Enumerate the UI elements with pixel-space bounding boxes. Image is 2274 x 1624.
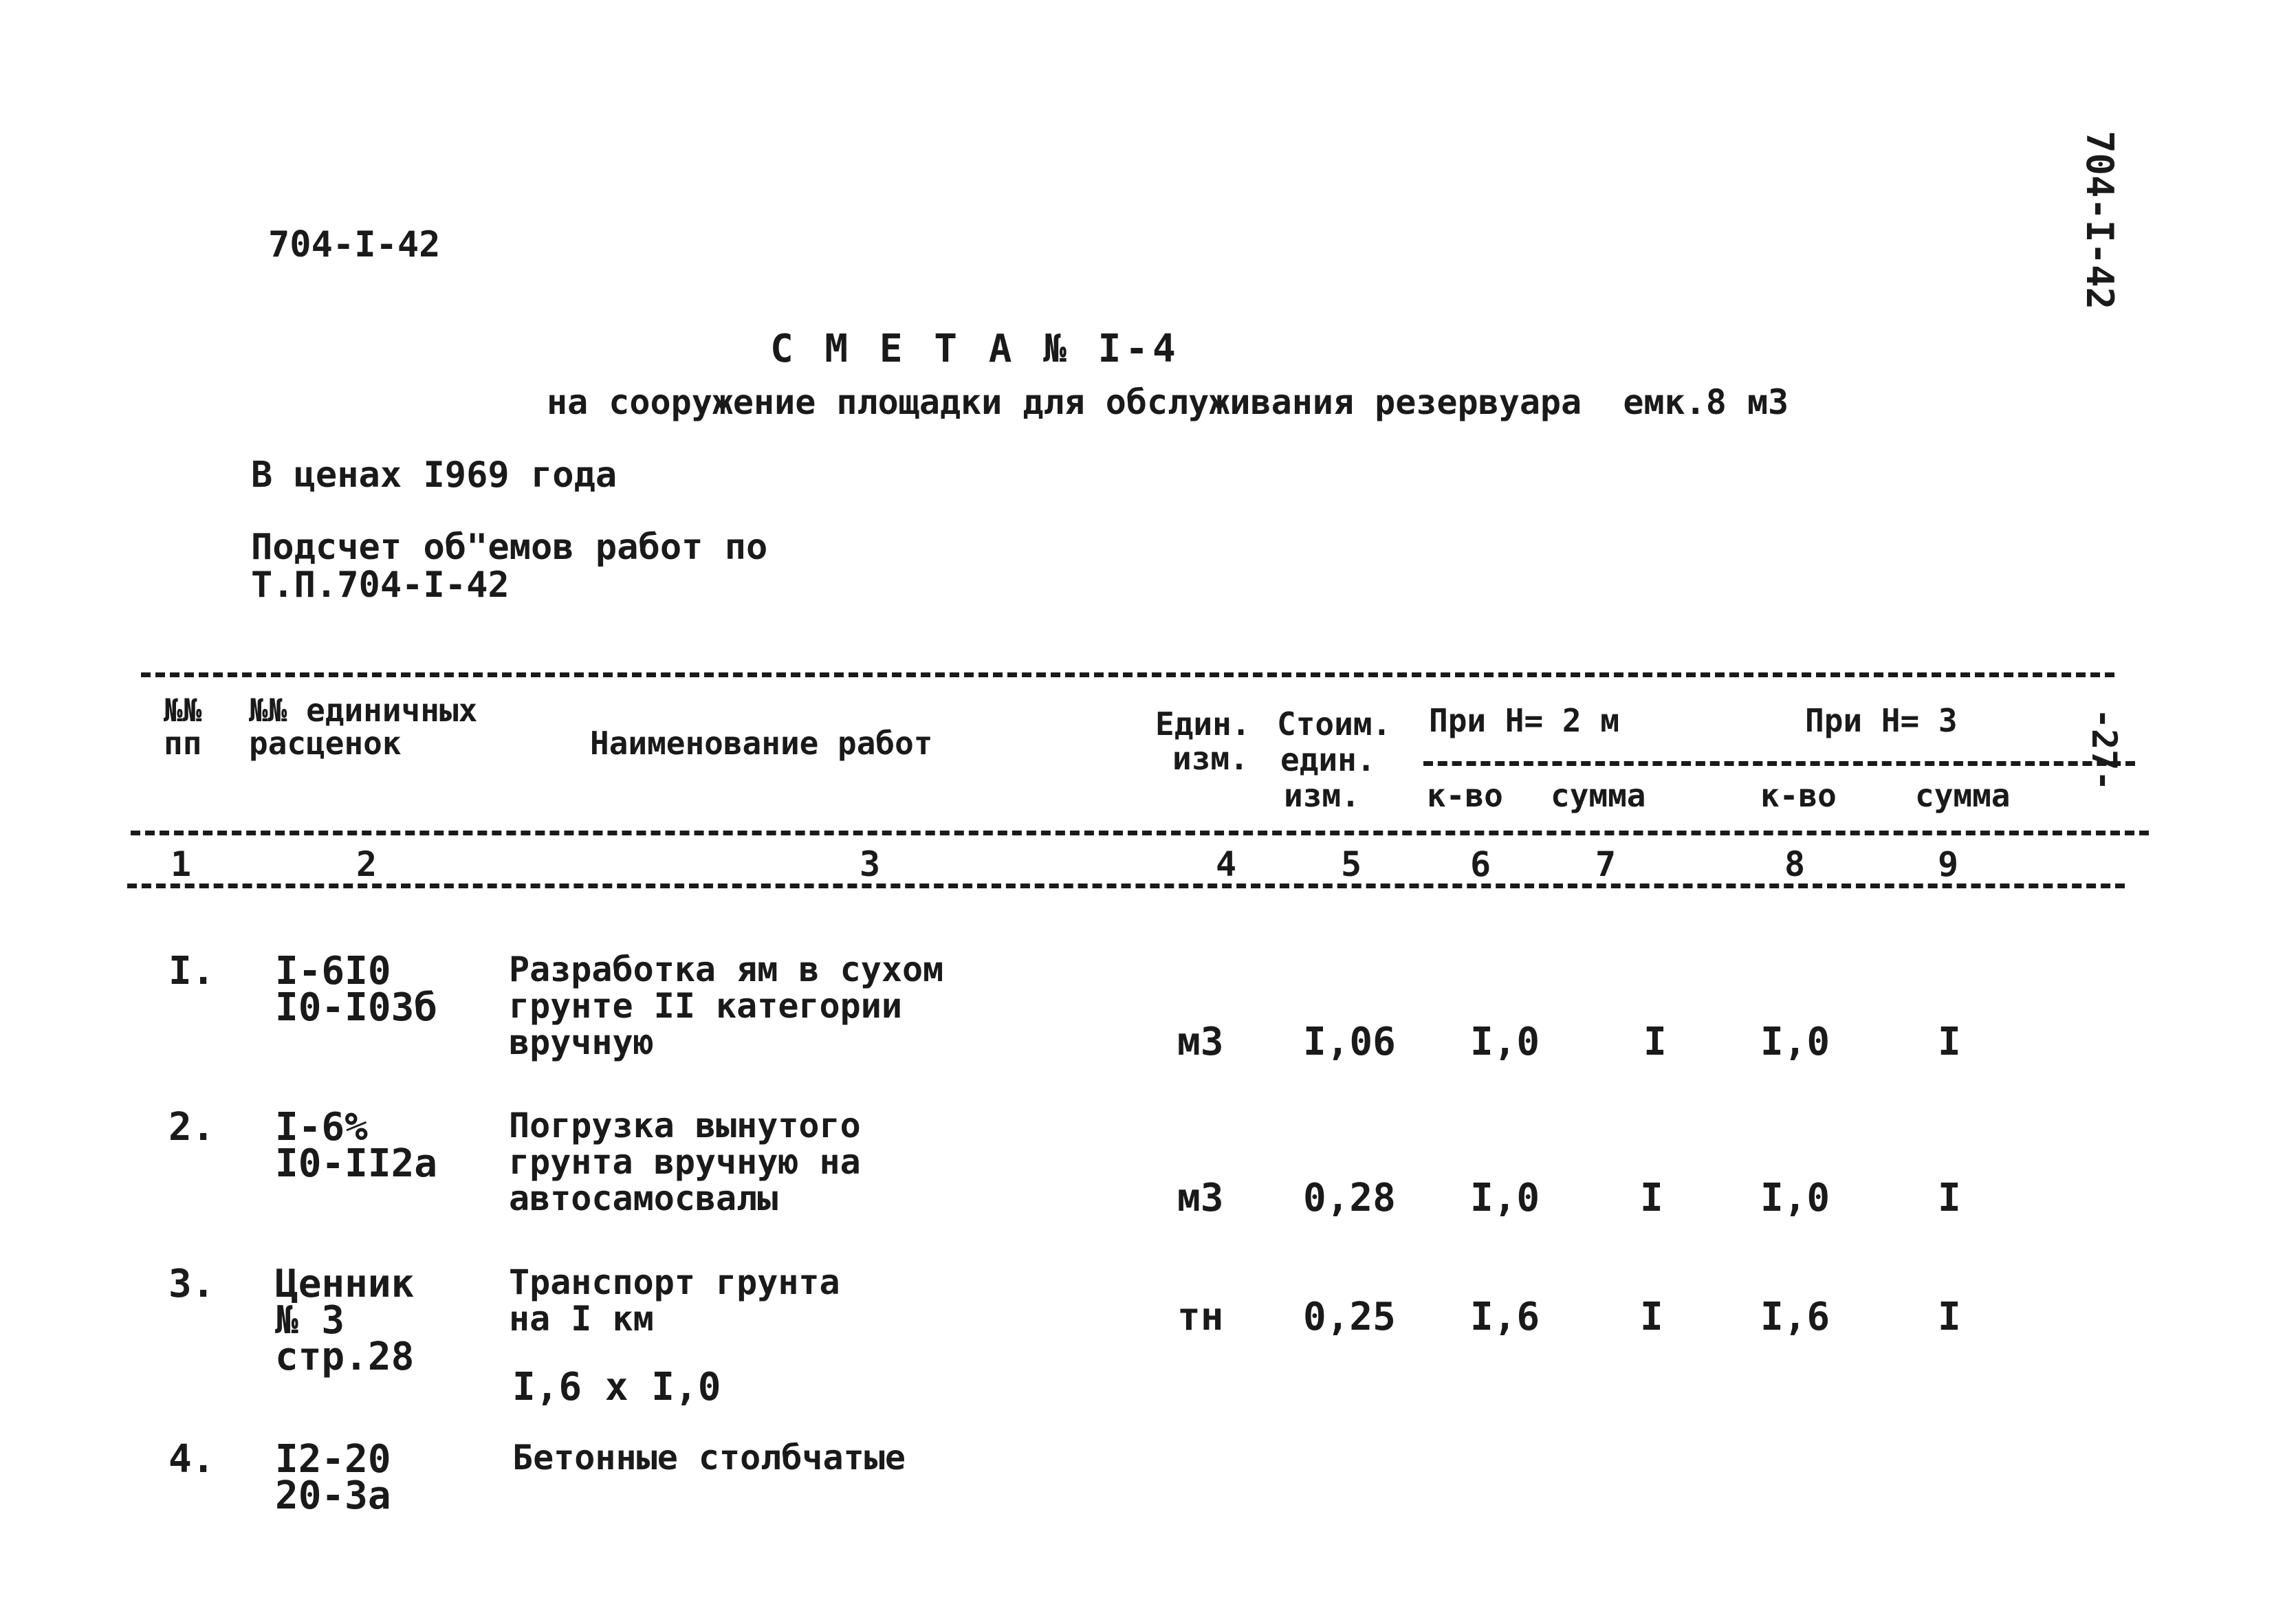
column-number: 2 [356, 844, 378, 884]
estimate-subtitle: на сооружение площадки для обслуживания резервуара емк.8 м3 [547, 382, 1789, 422]
qty-sum-divider-rule [1423, 761, 2135, 766]
unit-cost: I,06 [1303, 1020, 1396, 1064]
h2-quantity: I,0 [1470, 1020, 1540, 1064]
price-basis: В ценах I969 года [251, 454, 617, 496]
header-unit-line1: Един. [1155, 705, 1251, 743]
volume-calc-line-1: Подсчет об"емов работ по [251, 527, 768, 568]
rate-code: 20-3а [275, 1473, 391, 1518]
unit-cost: 0,28 [1303, 1176, 1396, 1220]
header-h2: При Н= 2 м [1429, 702, 1619, 739]
h3-quantity: I,0 [1760, 1176, 1830, 1220]
unit: тн [1177, 1295, 1224, 1339]
work-name-line: Погрузка вынутого [509, 1106, 861, 1145]
col-numbers-bottom-rule [127, 884, 2125, 888]
unit: м3 [1177, 1020, 1224, 1064]
header-unit-line2: изм. [1172, 740, 1249, 777]
column-number: 9 [1938, 844, 1959, 884]
rate-code: Ценник [275, 1262, 415, 1306]
header-cost-line1: Стоим. [1277, 705, 1392, 743]
column-number: 5 [1341, 844, 1362, 884]
column-number: 3 [860, 844, 881, 884]
h2-sum: I [1640, 1176, 1663, 1220]
row-number: I. [168, 949, 215, 994]
h3-sum: I [1938, 1176, 1961, 1220]
page-number: -27- [2084, 708, 2124, 791]
document-code: 704-I-42 [268, 224, 441, 265]
work-name-line: Разработка ям в сухом [509, 950, 944, 989]
unit: м3 [1177, 1176, 1224, 1220]
row-number: 2. [168, 1105, 215, 1150]
h3-quantity: I,0 [1760, 1020, 1830, 1064]
work-name-line: Транспорт грунта [509, 1262, 840, 1302]
rate-code: № 3 [275, 1298, 345, 1343]
work-name-line: на I км [509, 1299, 654, 1339]
header-h3-qty: к-во [1760, 777, 1837, 814]
header-bottom-rule [131, 831, 2149, 835]
column-number: 1 [171, 844, 192, 884]
volume-calc-line-2: Т.П.704-I-42 [251, 564, 510, 606]
row-number: 3. [168, 1262, 215, 1306]
column-number: 4 [1216, 844, 1237, 884]
header-no-line2: пп [164, 725, 202, 762]
rate-code: I-6I0 [275, 949, 391, 994]
h3-quantity: I,6 [1760, 1295, 1830, 1339]
header-h3-sum: сумма [1915, 777, 2011, 814]
side-document-code: 704-I-42 [2078, 131, 2121, 310]
column-number: 7 [1595, 844, 1617, 884]
quantity-calculation: I,6 х I,0 [512, 1365, 721, 1409]
rate-code: I-6% [275, 1105, 368, 1150]
rate-code: I0-II2а [275, 1141, 438, 1186]
rate-code: стр.28 [275, 1335, 415, 1379]
h3-sum: I [1938, 1295, 1961, 1339]
unit-cost: 0,25 [1303, 1295, 1396, 1339]
header-rates-line2: расценок [249, 725, 402, 762]
header-h2-qty: к-во [1427, 777, 1503, 814]
h2-quantity: I,0 [1470, 1176, 1540, 1220]
table-top-rule [141, 672, 2114, 677]
work-name-line: автосамосвалы [509, 1178, 778, 1218]
h3-sum: I [1938, 1020, 1961, 1064]
column-number: 6 [1470, 844, 1491, 884]
header-h3: При Н= 3 [1805, 702, 1958, 739]
header-cost-line2: един. [1280, 741, 1376, 778]
header-no-line1: №№ [164, 692, 202, 729]
h2-sum: I [1643, 1020, 1667, 1064]
header-rates-line1: №№ единичных [249, 692, 478, 729]
work-name-line: грунте II категории [509, 986, 902, 1026]
h2-quantity: I,6 [1470, 1295, 1540, 1339]
work-name-line: вручную [509, 1022, 654, 1062]
work-name-line: грунта вручную на [509, 1142, 861, 1182]
row-number: 4. [168, 1437, 215, 1482]
header-cost-line3: изм. [1284, 777, 1360, 814]
estimate-title: С М Е Т А № I-4 [770, 327, 1180, 371]
rate-code: I0-I03б [275, 985, 438, 1030]
column-number: 8 [1784, 844, 1806, 884]
rate-code: I2-20 [275, 1437, 391, 1482]
h2-sum: I [1640, 1295, 1663, 1339]
header-work-name: Наименование работ [590, 725, 933, 762]
work-name-line: Бетонные столбчатые [512, 1438, 906, 1478]
header-h2-sum: сумма [1551, 777, 1646, 814]
